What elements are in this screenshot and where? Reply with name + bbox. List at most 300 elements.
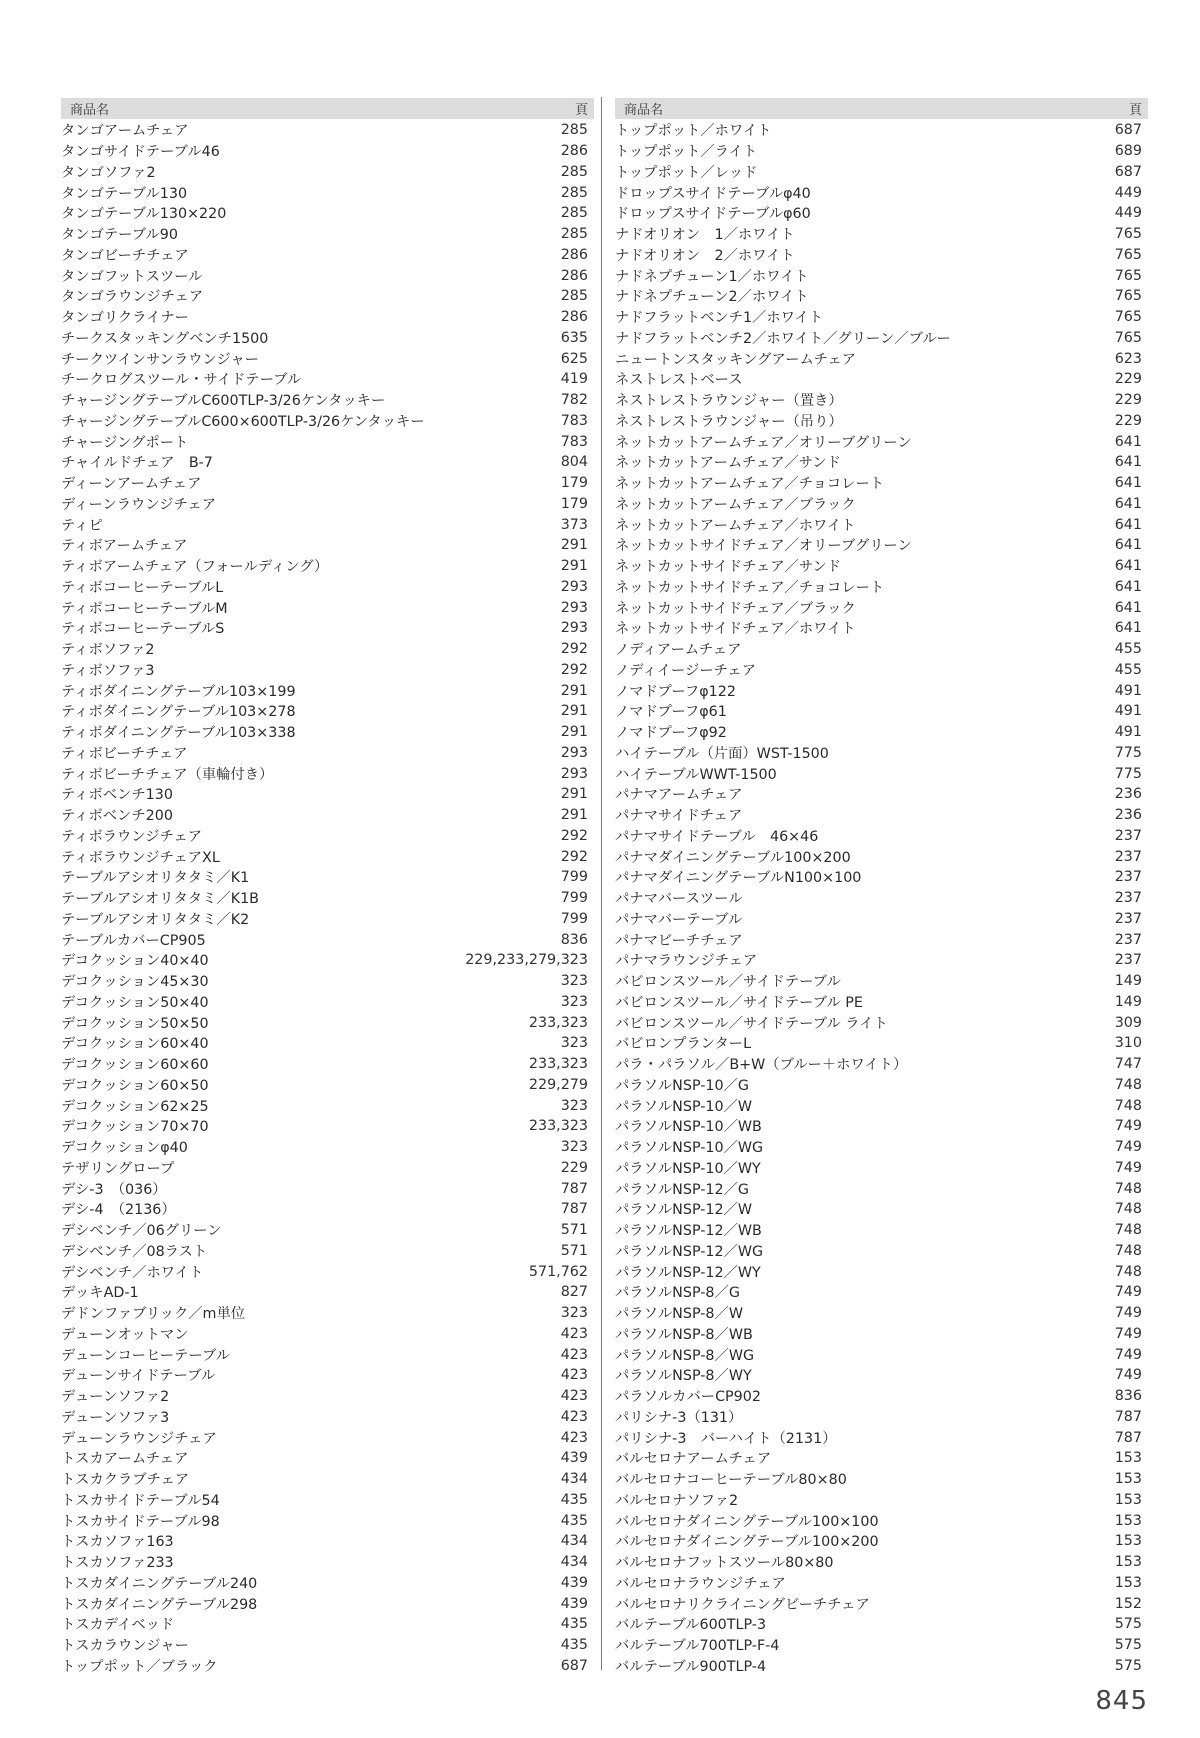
page-ref: 153 [1114, 1533, 1142, 1550]
product-name: ナドフラットベンチ2／ホワイト／グリーン／ブルー [615, 330, 951, 347]
index-entry [615, 909, 1148, 930]
index-entry [61, 1033, 594, 1054]
page-ref: 373 [560, 516, 588, 533]
page-ref: 149 [1114, 973, 1142, 990]
page-ref: 749 [1114, 1159, 1142, 1176]
index-entry [61, 1075, 594, 1096]
product-name: パナマラウンジチェア [615, 953, 758, 970]
page-ref: 641 [1114, 516, 1142, 533]
page-ref: 748 [1114, 1201, 1142, 1218]
index-entry [615, 535, 1148, 556]
product-name: トスカサイドテーブル54 [61, 1492, 220, 1509]
index-entry [61, 494, 594, 515]
index-entry [615, 1324, 1148, 1345]
index-entry [615, 1573, 1148, 1594]
page-ref: 491 [1114, 682, 1142, 699]
index-entry [615, 929, 1148, 950]
index-entry [61, 1054, 594, 1075]
index-entry [615, 411, 1148, 432]
index-entry [615, 784, 1148, 805]
index-entry [615, 265, 1148, 286]
index-entry [615, 680, 1148, 701]
product-name: トスカダイニングテーブル240 [61, 1575, 258, 1592]
page-ref: 153 [1114, 1471, 1142, 1488]
index-entry [61, 639, 594, 660]
product-name: デコクッション60×60 [61, 1057, 209, 1074]
product-name: トップポット／ホワイト [615, 123, 772, 140]
index-entry [61, 411, 594, 432]
page-ref: 765 [1114, 246, 1142, 263]
product-name: タンゴサイドテーブル46 [61, 144, 220, 161]
index-entry [61, 1510, 594, 1531]
product-name: バルセロナダイニングテーブル100×200 [615, 1534, 879, 1551]
product-name: チャージングテーブルC600×600TLP-3/26ケンタッキー [61, 413, 425, 430]
page-ref: 286 [560, 267, 588, 284]
product-name: バルセロナラウンジチェア [615, 1575, 786, 1592]
page-ref: 323 [560, 993, 588, 1010]
index-entry [615, 1427, 1148, 1448]
page-ref: 799 [560, 869, 588, 886]
product-name: バルセロナコーヒーテーブル80×80 [615, 1472, 847, 1489]
product-name: トップポット／レッド [615, 164, 758, 181]
product-name: ティボビーチチェア（車輪付き） [61, 766, 274, 783]
product-name: パナマサイドテーブル 46×46 [615, 828, 819, 845]
index-entry [615, 1137, 1148, 1158]
page-ref: 285 [560, 184, 588, 201]
page-ref: 435 [560, 1637, 588, 1654]
index-entry [61, 369, 594, 390]
product-name: タンゴラウンジチェア [61, 289, 204, 306]
product-name: パラソルNSP-10／WB [615, 1119, 762, 1136]
index-entry [61, 660, 594, 681]
index-entry [615, 577, 1148, 598]
index-entry [61, 556, 594, 577]
page-ref: 292 [560, 827, 588, 844]
product-name: ティボベンチ130 [61, 787, 173, 804]
page-ref: 149 [1114, 993, 1142, 1010]
index-entry [615, 473, 1148, 494]
product-name: ノマドプーフφ92 [615, 725, 727, 742]
page-ref: 775 [1114, 765, 1142, 782]
index-entry [615, 639, 1148, 660]
product-name: パラソルNSP-10／WY [615, 1160, 761, 1177]
page-ref: 687 [1114, 122, 1142, 139]
index-entry [61, 1116, 594, 1137]
index-entry [61, 120, 594, 141]
page-ref: 423 [560, 1388, 588, 1405]
page-ref: 233,323 [528, 1118, 588, 1135]
index-entry [61, 1012, 594, 1033]
product-name: デューンソファ2 [61, 1389, 170, 1406]
product-name: ハイテーブルWWT-1500 [615, 766, 777, 783]
product-name: デコクッション45×30 [61, 974, 209, 991]
product-name: パナマダイニングテーブルN100×100 [615, 870, 862, 887]
page-ref: 747 [1114, 1056, 1142, 1073]
index-entry [61, 1241, 594, 1262]
index-entry [61, 722, 594, 743]
product-name: タンゴビーチチェア [61, 247, 189, 264]
product-name: デコクッションφ40 [61, 1140, 188, 1157]
page-ref: 783 [560, 412, 588, 429]
index-entry [615, 141, 1148, 162]
page-ref: 153 [1114, 1450, 1142, 1467]
page-ref: 765 [1114, 329, 1142, 346]
index-entry [61, 348, 594, 369]
index-entry [615, 307, 1148, 328]
index-entry [615, 1241, 1148, 1262]
index-entry [61, 1137, 594, 1158]
index-entry [615, 1303, 1148, 1324]
page-ref: 293 [560, 578, 588, 595]
page-ref: 748 [1114, 1222, 1142, 1239]
index-entry [615, 1158, 1148, 1179]
index-entry [615, 950, 1148, 971]
page-ref: 748 [1114, 1263, 1142, 1280]
product-name: デドンファブリック／m単位 [61, 1306, 246, 1323]
product-name: ティピ [61, 517, 103, 534]
index-entry [615, 1386, 1148, 1407]
product-name: デコクッション50×50 [61, 1015, 209, 1032]
product-name: トスカラウンジャー [61, 1638, 189, 1655]
page-ref: 323 [560, 973, 588, 990]
index-entry [615, 369, 1148, 390]
product-name: バルセロナアームチェア [615, 1451, 772, 1468]
product-name: ネットカットアームチェア／ブラック [615, 496, 856, 513]
product-name: デッキAD-1 [61, 1285, 139, 1302]
index-entry [615, 1614, 1148, 1635]
page-ref: 237 [1114, 952, 1142, 969]
page-ref: 286 [560, 309, 588, 326]
page-ref: 237 [1114, 910, 1142, 927]
product-name: テーブルアシオリタタミ／K2 [61, 911, 250, 928]
page-ref: 291 [560, 558, 588, 575]
page-ref: 293 [560, 744, 588, 761]
page-ref: 687 [560, 1657, 588, 1674]
index-entry [61, 1220, 594, 1241]
page-ref: 236 [1114, 807, 1142, 824]
index-entry [61, 265, 594, 286]
page-ref: 641 [1114, 475, 1142, 492]
product-name: ナドフラットベンチ1／ホワイト [615, 310, 824, 327]
index-entry [61, 1427, 594, 1448]
index-entry [61, 597, 594, 618]
index-entry [61, 473, 594, 494]
index-entry [615, 1490, 1148, 1511]
product-name: ハイテーブル（片面）WST-1500 [615, 745, 829, 762]
product-name: デューンオットマン [61, 1326, 189, 1343]
page-ref: 749 [1114, 1305, 1142, 1322]
product-name: パラソルNSP-10／G [615, 1077, 749, 1094]
product-name: バルテーブル600TLP-3 [615, 1617, 767, 1634]
page-ref: 153 [1114, 1554, 1142, 1571]
product-name: ノディイージーチェア [615, 662, 757, 679]
product-name: パナマバースツール [615, 891, 743, 908]
index-rows [61, 120, 594, 1676]
header-page-label: 頁 [1128, 103, 1142, 118]
page-ref: 323 [560, 1035, 588, 1052]
product-name: ノディアームチェア [615, 642, 742, 659]
index-entry [615, 162, 1148, 183]
product-name: ネットカットサイドチェア／チョコレート [615, 579, 885, 596]
index-entry [615, 1635, 1148, 1656]
product-name: テーブルアシオリタタミ／K1B [61, 891, 259, 908]
product-name: バルセロナダイニングテーブル100×100 [615, 1513, 879, 1530]
product-name: テザリングロープ [61, 1160, 175, 1177]
index-entry [615, 494, 1148, 515]
page-ref: 309 [1114, 1014, 1142, 1031]
index-entry [615, 224, 1148, 245]
index-entry [61, 1261, 594, 1282]
page-ref: 783 [560, 433, 588, 450]
index-entry [61, 1199, 594, 1220]
product-name: ネストレストラウンジャー（吊り） [615, 413, 843, 430]
product-name: パナマバーテーブル [615, 911, 743, 928]
index-entry [615, 431, 1148, 452]
page-ref: 229 [1114, 371, 1142, 388]
page-ref: 285 [560, 288, 588, 305]
index-entry [615, 1448, 1148, 1469]
page-ref: 153 [1114, 1491, 1142, 1508]
product-name: ネットカットアームチェア／ホワイト [615, 517, 856, 534]
index-entry [615, 1220, 1148, 1241]
page-ref: 765 [1114, 288, 1142, 305]
index-entry [61, 846, 594, 867]
product-name: デコクッション60×50 [61, 1077, 209, 1094]
index-rows [615, 120, 1148, 1676]
page-ref: 799 [560, 890, 588, 907]
page-ref: 179 [560, 495, 588, 512]
page-ref: 323 [560, 1139, 588, 1156]
page-ref: 641 [1114, 558, 1142, 575]
product-name: ディーンラウンジチェア [61, 496, 217, 513]
index-entry [61, 431, 594, 452]
index-entry [61, 1635, 594, 1656]
page-ref: 233,323 [528, 1014, 588, 1031]
index-entry [615, 556, 1148, 577]
index-entry [61, 307, 594, 328]
page-ref: 423 [560, 1346, 588, 1363]
page-ref: 439 [560, 1450, 588, 1467]
index-entry [615, 1656, 1148, 1677]
product-name: チャイルドチェア B-7 [61, 455, 213, 472]
product-name: タンゴテーブル130×220 [61, 206, 227, 223]
product-name: デューンサイドテーブル [61, 1368, 216, 1385]
product-name: パナマビーチチェア [615, 932, 743, 949]
page-ref: 571,762 [528, 1263, 588, 1280]
product-name: タンゴアームチェア [61, 123, 189, 140]
index-entry [61, 390, 594, 411]
page-ref: 641 [1114, 454, 1142, 471]
index-entry [615, 701, 1148, 722]
header-name-label: 商品名 [624, 103, 664, 118]
index-entry [615, 1407, 1148, 1428]
product-name: ティボソファ3 [61, 662, 155, 679]
page-ref: 575 [1114, 1657, 1142, 1674]
product-name: デコクッション70×70 [61, 1119, 209, 1136]
product-name: トップポット／ライト [615, 144, 758, 161]
product-name: ニュートンスタッキングアームチェア [615, 351, 857, 368]
page-ref: 449 [1114, 205, 1142, 222]
page-ref: 748 [1114, 1076, 1142, 1093]
page-ref: 293 [560, 765, 588, 782]
page-ref: 641 [1114, 578, 1142, 595]
page-ref: 292 [560, 848, 588, 865]
product-name: バビロンスツール／サイドテーブル [615, 974, 841, 991]
product-name: テーブルアシオリタタミ／K1 [61, 870, 250, 887]
index-entry [61, 1469, 594, 1490]
product-name: バビロンスツール／サイドテーブル PE [615, 994, 863, 1011]
index-column-right [615, 98, 1148, 1676]
index-entry [615, 1095, 1148, 1116]
product-name: デシ-4 （2136） [61, 1202, 176, 1219]
product-name: ティボコーヒーテーブルS [61, 621, 225, 638]
page-ref: 285 [560, 205, 588, 222]
page-ref: 229 [1114, 412, 1142, 429]
product-name: パナマサイドチェア [615, 808, 743, 825]
index-entry [615, 1531, 1148, 1552]
product-name: パラソルNSP-8／WG [615, 1347, 755, 1364]
page-ref: 455 [1114, 641, 1142, 658]
index-entry [615, 245, 1148, 266]
index-entry [615, 1012, 1148, 1033]
page-ref: 749 [1114, 1139, 1142, 1156]
page-ref: 423 [560, 1367, 588, 1384]
page-ref: 641 [1114, 433, 1142, 450]
page-ref: 229,233,279,323 [465, 952, 588, 969]
index-entry [61, 680, 594, 701]
product-name: バルテーブル700TLP-F-4 [615, 1638, 780, 1655]
index-entry [61, 203, 594, 224]
product-name: ノマドプーフφ122 [615, 683, 736, 700]
index-entry [615, 1261, 1148, 1282]
index-entry [61, 1656, 594, 1677]
product-name: パラソルNSP-8／WY [615, 1368, 752, 1385]
index-entry [615, 618, 1148, 639]
header-name-label: 商品名 [70, 103, 110, 118]
index-entry [61, 1531, 594, 1552]
index-entry [615, 763, 1148, 784]
page-ref: 434 [560, 1533, 588, 1550]
product-name: ティボダイニングテーブル103×199 [61, 683, 296, 700]
page-ref: 787 [1114, 1408, 1142, 1425]
index-entry [615, 1054, 1148, 1075]
page-ref: 291 [560, 703, 588, 720]
product-name: ティボダイニングテーブル103×338 [61, 725, 296, 742]
page-ref: 749 [1114, 1325, 1142, 1342]
product-name: ティボラウンジチェアXL [61, 849, 220, 866]
product-name: トスカダイニングテーブル298 [61, 1596, 258, 1613]
product-name: ネットカットアームチェア／サンド [615, 455, 841, 472]
index-entry [615, 722, 1148, 743]
product-name: トスカサイドテーブル98 [61, 1513, 220, 1530]
product-name: ネットカットサイドチェア／サンド [615, 559, 842, 576]
index-entry [615, 846, 1148, 867]
page-ref: 292 [560, 641, 588, 658]
index-entry [61, 1303, 594, 1324]
index-entry [61, 784, 594, 805]
page-ref: 799 [560, 910, 588, 927]
page-ref: 689 [1114, 143, 1142, 160]
index-entry [61, 888, 594, 909]
index-entry [615, 1178, 1148, 1199]
index-entry [61, 1490, 594, 1511]
page-ref: 152 [1114, 1595, 1142, 1612]
index-entry [61, 1324, 594, 1345]
product-name: パラソルNSP-10／W [615, 1098, 753, 1115]
page-ref: 571 [560, 1222, 588, 1239]
index-entry [615, 743, 1148, 764]
page-ref: 571 [560, 1242, 588, 1259]
product-name: デューンコーヒーテーブル [61, 1347, 230, 1364]
index-entry [61, 328, 594, 349]
index-entry [61, 1095, 594, 1116]
index-entry [615, 1344, 1148, 1365]
page-ref: 291 [560, 807, 588, 824]
product-name: トスカアームチェア [61, 1451, 189, 1468]
product-name: トスカクラブチェア [61, 1472, 190, 1489]
page-ref: 804 [560, 454, 588, 471]
product-name: バルテーブル900TLP-4 [615, 1658, 767, 1675]
product-name: パラソルNSP-10／WG [615, 1140, 764, 1157]
product-name: パラソルNSP-8／W [615, 1306, 743, 1323]
product-name: ティボアームチェア [61, 538, 188, 555]
product-name: ティボビーチチェア [61, 745, 188, 762]
product-name: デコクッション50×40 [61, 994, 209, 1011]
page-ref: 237 [1114, 827, 1142, 844]
page-ref: 237 [1114, 931, 1142, 948]
index-entry [615, 660, 1148, 681]
product-name: パナマアームチェア [615, 787, 743, 804]
index-entry [615, 971, 1148, 992]
product-name: タンゴフットスツール [61, 268, 203, 285]
page-ref: 293 [560, 599, 588, 616]
page-ref: 749 [1114, 1118, 1142, 1135]
index-entry [61, 867, 594, 888]
product-name: ネストレストベース [615, 372, 743, 389]
index-entry [615, 1552, 1148, 1573]
product-name: ティボラウンジチェア [61, 828, 203, 845]
product-name: パラソルNSP-12／WB [615, 1223, 762, 1240]
page-ref: 435 [560, 1616, 588, 1633]
product-name: トップポット／ブラック [61, 1658, 218, 1675]
index-entry [61, 1386, 594, 1407]
page-ref: 229 [560, 1159, 588, 1176]
page-ref: 687 [1114, 163, 1142, 180]
page-ref: 229 [1114, 392, 1142, 409]
product-name: チークスタッキングベンチ1500 [61, 330, 269, 347]
index-entry [615, 120, 1148, 141]
page-ref: 236 [1114, 786, 1142, 803]
index-entry [61, 577, 594, 598]
product-name: デシ-3 （036） [61, 1181, 167, 1198]
index-entry [61, 1448, 594, 1469]
product-name: ネットカットアームチェア／オリーブグリーン [615, 434, 912, 451]
product-name: パラ・パラソル／B+W（ブルー＋ホワイト） [615, 1057, 908, 1074]
product-name: ネットカットアームチェア／チョコレート [615, 476, 885, 493]
page-ref: 291 [560, 537, 588, 554]
index-entry [615, 1469, 1148, 1490]
product-name: パナマダイニングテーブル100×200 [615, 849, 851, 866]
index-entry [615, 452, 1148, 473]
index-entry [61, 1158, 594, 1179]
page-ref: 575 [1114, 1616, 1142, 1633]
product-name: ドロップスサイドテーブルφ40 [615, 185, 811, 202]
product-name: パラソルNSP-8／WB [615, 1326, 753, 1343]
index-column-left [61, 98, 594, 1676]
page-ref: 229,279 [528, 1076, 588, 1093]
index-entry [615, 390, 1148, 411]
product-name: パラソルNSP-12／G [615, 1181, 749, 1198]
